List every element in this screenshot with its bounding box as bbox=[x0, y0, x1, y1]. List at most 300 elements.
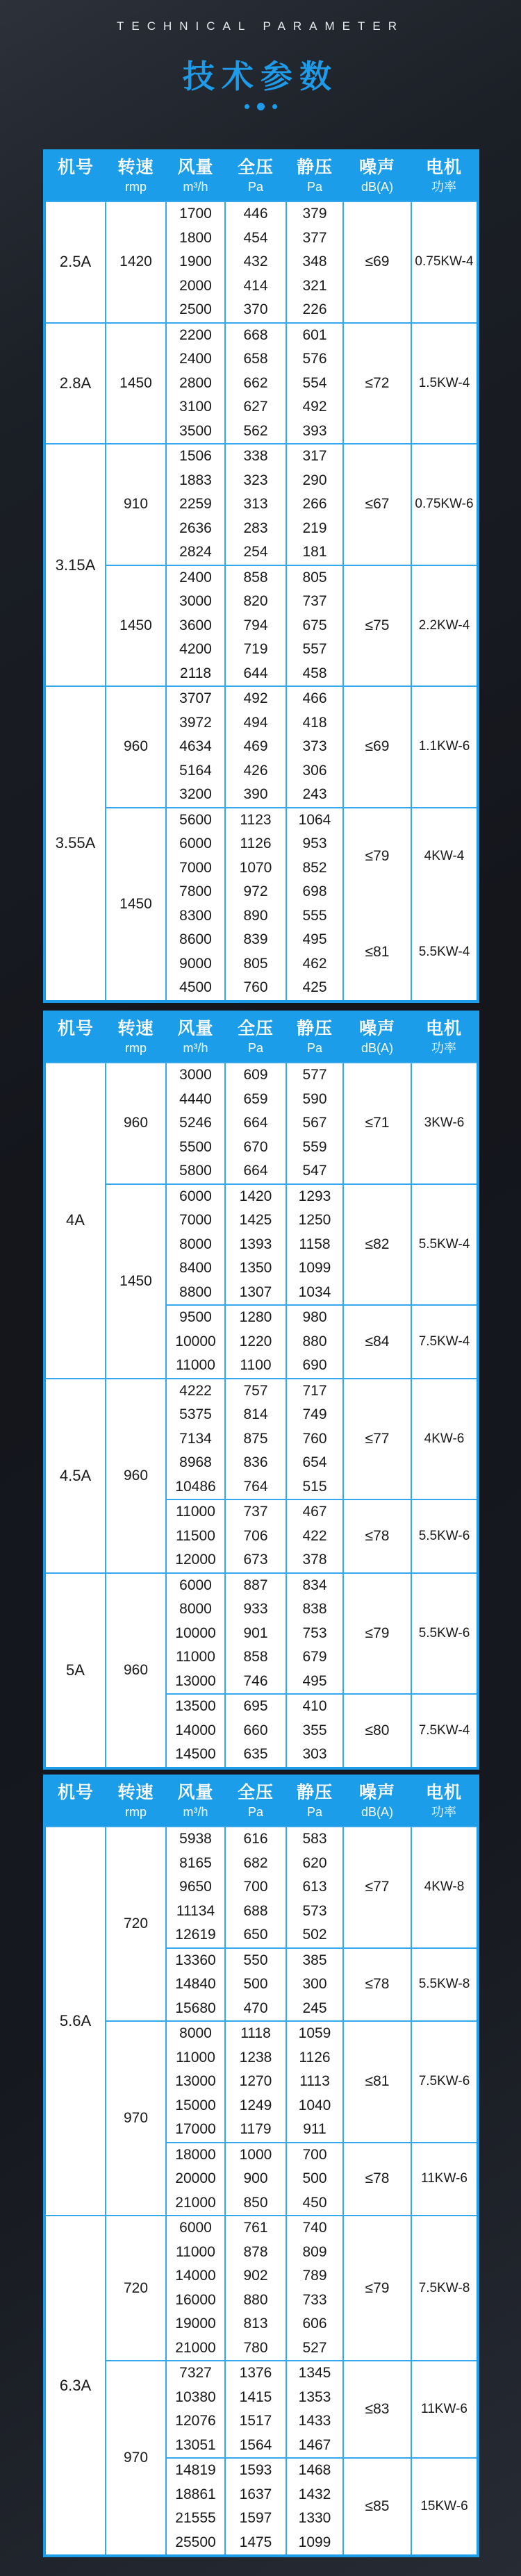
static-pressure-cell-value: 852 bbox=[302, 859, 327, 876]
static-pressure-cell bbox=[286, 808, 343, 1002]
total-pressure-cell-value: 454 bbox=[243, 229, 268, 246]
column-header-unit: Pa bbox=[306, 180, 323, 194]
static-pressure-cell-value: 1034 bbox=[298, 1283, 331, 1300]
total-pressure-cell-value: 1415 bbox=[239, 2388, 272, 2405]
total-pressure-cell-value: 1307 bbox=[239, 1283, 272, 1300]
noise-cell: ≤79 bbox=[343, 2216, 411, 2361]
total-pressure-cell bbox=[225, 201, 286, 323]
flow-cell-value: 2000 bbox=[179, 277, 212, 294]
total-pressure-cell-value: 1425 bbox=[239, 1212, 272, 1228]
column-header bbox=[225, 1012, 286, 1063]
total-pressure-cell-value: 875 bbox=[243, 1430, 268, 1447]
total-pressure-cell-value: 609 bbox=[243, 1067, 268, 1083]
flow-cell-value: 18000 bbox=[175, 2146, 216, 2163]
static-pressure-cell bbox=[286, 1948, 343, 2022]
static-pressure-cell-value: 226 bbox=[302, 301, 327, 317]
total-pressure-cell-value: 737 bbox=[243, 1504, 268, 1520]
static-pressure-cell bbox=[286, 2021, 343, 2143]
flow-cell-value: 8000 bbox=[179, 1236, 212, 1252]
static-pressure-cell-value: 690 bbox=[302, 1357, 327, 1373]
noise-cell: ≤81 bbox=[343, 2021, 411, 2143]
static-pressure-cell-value: 717 bbox=[302, 1382, 327, 1399]
spec-row bbox=[44, 1063, 478, 1184]
static-pressure-cell-value: 805 bbox=[302, 569, 327, 585]
static-pressure-cell-value: 422 bbox=[302, 1527, 327, 1544]
static-pressure-cell-value: 1345 bbox=[298, 2365, 331, 2381]
total-pressure-cell-value: 644 bbox=[243, 665, 268, 681]
static-pressure-cell-value: 266 bbox=[302, 496, 327, 512]
column-header-label: 机号 bbox=[57, 1783, 94, 1802]
static-pressure-cell-value: 321 bbox=[302, 277, 327, 294]
flow-cell-value: 6000 bbox=[179, 836, 212, 851]
spec-row bbox=[44, 444, 478, 565]
total-pressure-cell-value: 635 bbox=[243, 1746, 268, 1762]
column-header bbox=[44, 151, 106, 201]
column-header bbox=[411, 151, 478, 201]
column-header bbox=[166, 1776, 225, 1827]
column-header-unit: Pa bbox=[247, 1041, 264, 1055]
flow-cell-value: 6000 bbox=[179, 1577, 212, 1593]
flow-cell-value: 8800 bbox=[179, 1283, 212, 1300]
column-header-unit: Pa bbox=[247, 180, 264, 194]
static-pressure-cell-value: 679 bbox=[302, 1649, 327, 1665]
total-pressure-cell-value: 820 bbox=[243, 593, 268, 609]
total-pressure-cell bbox=[225, 686, 286, 808]
static-pressure-cell-value: 1468 bbox=[298, 2462, 331, 2478]
model-cell: 6.3A bbox=[44, 2216, 106, 2556]
flow-cell-value: 18861 bbox=[175, 2486, 216, 2502]
column-header bbox=[166, 151, 225, 201]
total-pressure-cell-value: 1393 bbox=[239, 1236, 272, 1252]
flow-cell bbox=[166, 1184, 225, 1306]
column-header-label: 风量 bbox=[177, 1019, 214, 1038]
power-cell: 3KW-6 bbox=[411, 1063, 478, 1184]
noise-cell: ≤69 bbox=[343, 686, 411, 808]
total-pressure-cell-value: 706 bbox=[243, 1527, 268, 1544]
total-pressure-cell bbox=[225, 1305, 286, 1379]
flow-cell bbox=[166, 686, 225, 808]
flow-cell-value: 7134 bbox=[179, 1430, 212, 1447]
total-pressure-cell bbox=[225, 1379, 286, 1500]
total-pressure-cell-value: 858 bbox=[243, 1649, 268, 1665]
flow-cell-value: 1900 bbox=[179, 254, 212, 269]
column-header bbox=[343, 151, 411, 201]
total-pressure-cell bbox=[225, 2143, 286, 2216]
total-pressure-cell bbox=[225, 808, 286, 1002]
total-pressure-cell-value: 469 bbox=[243, 738, 268, 754]
speed-cell: 720 bbox=[106, 2216, 166, 2361]
flow-cell-value: 3000 bbox=[179, 1067, 212, 1083]
power-cell: 7.5KW-8 bbox=[411, 2216, 478, 2361]
total-pressure-cell bbox=[225, 2021, 286, 2143]
spec-row bbox=[44, 1184, 478, 1306]
static-pressure-cell bbox=[286, 2361, 343, 2458]
column-header-unit: m³/h bbox=[183, 1805, 208, 1819]
flow-cell-value: 15680 bbox=[175, 2000, 216, 2016]
flow-cell-value: 14819 bbox=[175, 2462, 216, 2478]
flow-cell bbox=[166, 1948, 225, 2022]
total-pressure-cell-value: 1238 bbox=[239, 2049, 272, 2066]
total-pressure-cell-value: 900 bbox=[243, 2170, 268, 2186]
static-pressure-cell-value: 466 bbox=[302, 690, 327, 706]
flow-cell-value: 6000 bbox=[179, 2220, 212, 2236]
column-header-unit: 功率 bbox=[431, 1041, 456, 1055]
total-pressure-cell bbox=[225, 1948, 286, 2022]
static-pressure-cell-value: 557 bbox=[302, 641, 327, 657]
flow-cell-value: 10380 bbox=[175, 2388, 216, 2405]
static-pressure-cell-value: 1330 bbox=[298, 2510, 331, 2526]
total-pressure-cell-value: 682 bbox=[243, 1854, 268, 1871]
column-header-label: 静压 bbox=[296, 158, 333, 177]
total-pressure-cell-value: 700 bbox=[243, 1879, 268, 1895]
total-pressure-cell-value: 650 bbox=[243, 1927, 268, 1943]
spec-row bbox=[44, 1573, 478, 1695]
noise-cell: ≤77 bbox=[343, 1827, 411, 1948]
static-pressure-cell-value: 300 bbox=[302, 1976, 327, 1992]
spec-table-1 bbox=[43, 149, 479, 1003]
flow-cell-value: 5938 bbox=[179, 1831, 212, 1847]
flow-cell-value: 12076 bbox=[175, 2413, 216, 2429]
column-header-label: 噪声 bbox=[358, 1783, 395, 1802]
column-header-unit: m³/h bbox=[183, 180, 208, 194]
flow-cell-value: 4200 bbox=[179, 641, 212, 657]
total-pressure-cell bbox=[225, 323, 286, 444]
page-subtitle: TECHNICAL PARAMETER bbox=[117, 19, 404, 33]
total-pressure-cell-value: 664 bbox=[243, 1163, 268, 1179]
flow-cell-value: 11134 bbox=[176, 1902, 215, 1919]
static-pressure-cell-value: 733 bbox=[302, 2291, 327, 2308]
total-pressure-cell-value: 1637 bbox=[239, 2486, 272, 2502]
flow-cell-value: 9000 bbox=[179, 955, 212, 972]
dot-icon bbox=[272, 104, 277, 109]
flow-cell-value: 10000 bbox=[175, 1624, 216, 1641]
total-pressure-cell-value: 1350 bbox=[239, 1260, 272, 1276]
total-pressure-cell-value: 1420 bbox=[239, 1188, 272, 1204]
static-pressure-cell bbox=[286, 686, 343, 808]
flow-cell-value: 3000 bbox=[179, 593, 212, 609]
noise-cell: ≤78 bbox=[343, 1948, 411, 2022]
static-pressure-cell bbox=[286, 1694, 343, 1768]
power-cell: 7.5KW-6 bbox=[411, 2021, 478, 2143]
flow-cell-value: 5600 bbox=[179, 811, 212, 828]
flow-cell-value: 2636 bbox=[179, 520, 212, 536]
flow-cell bbox=[166, 808, 225, 1002]
column-header-unit: dB(A) bbox=[361, 180, 393, 194]
speed-cell: 1420 bbox=[106, 201, 166, 323]
column-header-unit: 功率 bbox=[431, 1805, 456, 1819]
header-row bbox=[44, 151, 478, 201]
flow-cell-value: 5375 bbox=[179, 1406, 212, 1422]
model-cell: 4.5A bbox=[44, 1379, 106, 1573]
speed-cell: 720 bbox=[106, 1827, 166, 2021]
total-pressure-cell-value: 616 bbox=[243, 1831, 268, 1847]
static-pressure-cell-value: 500 bbox=[302, 2170, 327, 2186]
noise-cell: ≤80 bbox=[343, 1694, 411, 1768]
flow-cell-value: 9650 bbox=[179, 1879, 212, 1895]
static-pressure-cell bbox=[286, 1499, 343, 1573]
column-header bbox=[286, 151, 343, 201]
total-pressure-cell-value: 1597 bbox=[239, 2510, 272, 2526]
total-pressure-cell-value: 887 bbox=[243, 1577, 268, 1593]
speed-cell: 970 bbox=[106, 2021, 166, 2216]
flow-cell-value: 5800 bbox=[179, 1163, 212, 1179]
static-pressure-cell-value: 462 bbox=[302, 955, 327, 972]
total-pressure-cell-value: 813 bbox=[243, 2316, 268, 2332]
total-pressure-cell-value: 972 bbox=[243, 883, 268, 899]
speed-cell: 970 bbox=[106, 2361, 166, 2556]
flow-cell-value: 2259 bbox=[179, 496, 212, 512]
flow-cell-value: 1883 bbox=[179, 472, 212, 488]
flow-cell-value: 4440 bbox=[179, 1090, 212, 1107]
total-pressure-cell-value: 658 bbox=[243, 351, 268, 367]
static-pressure-cell-value: 245 bbox=[302, 2000, 327, 2016]
flow-cell bbox=[166, 565, 225, 687]
spec-row bbox=[44, 808, 478, 1002]
static-pressure-cell-value: 760 bbox=[302, 1430, 327, 1447]
static-pressure-cell-value: 378 bbox=[302, 1552, 327, 1568]
noise-cell: ≤85 bbox=[343, 2458, 411, 2556]
flow-cell-value: 13051 bbox=[175, 2436, 216, 2453]
flow-cell-value: 2400 bbox=[179, 569, 212, 585]
model-cell: 5.6A bbox=[44, 1827, 106, 2216]
power-cell-segment: 4KW-4 bbox=[424, 848, 465, 863]
flow-cell bbox=[166, 1573, 225, 1695]
speed-cell: 960 bbox=[106, 1573, 166, 1768]
total-pressure-cell-value: 1564 bbox=[239, 2436, 272, 2453]
static-pressure-cell-value: 880 bbox=[302, 1333, 327, 1349]
total-pressure-cell-value: 890 bbox=[243, 907, 268, 924]
flow-cell-value: 11000 bbox=[176, 1357, 215, 1373]
model-cell: 4A bbox=[44, 1063, 106, 1379]
total-pressure-cell bbox=[225, 1827, 286, 1948]
total-pressure-cell-value: 1126 bbox=[240, 836, 272, 851]
static-pressure-cell-value: 555 bbox=[302, 907, 327, 924]
flow-cell-value: 21000 bbox=[175, 2194, 216, 2211]
spec-row bbox=[44, 1827, 478, 1948]
flow-cell-value: 8600 bbox=[179, 931, 212, 947]
total-pressure-cell-value: 805 bbox=[243, 955, 268, 972]
spec-row bbox=[44, 201, 478, 323]
static-pressure-cell-value: 583 bbox=[302, 1831, 327, 1847]
total-pressure-cell-value: 670 bbox=[243, 1138, 268, 1155]
total-pressure-cell-value: 370 bbox=[243, 301, 268, 317]
noise-cell bbox=[343, 808, 411, 1002]
flow-cell-value: 3707 bbox=[179, 690, 212, 706]
flow-cell-value: 5246 bbox=[179, 1115, 212, 1131]
spec-row bbox=[44, 1379, 478, 1500]
spec-row bbox=[44, 323, 478, 444]
column-header-label: 风量 bbox=[177, 1783, 214, 1802]
noise-cell: ≤82 bbox=[343, 1184, 411, 1306]
column-header-label: 全压 bbox=[237, 1019, 274, 1038]
column-header-label: 风量 bbox=[177, 158, 214, 177]
static-pressure-cell-value: 554 bbox=[302, 374, 327, 391]
static-pressure-cell bbox=[286, 1827, 343, 1948]
static-pressure-cell bbox=[286, 323, 343, 444]
static-pressure-cell-value: 1432 bbox=[298, 2486, 331, 2502]
speed-cell: 1450 bbox=[106, 1184, 166, 1379]
flow-cell-value: 15000 bbox=[175, 2097, 216, 2113]
flow-cell-value: 8165 bbox=[179, 1854, 212, 1871]
static-pressure-cell-value: 1467 bbox=[298, 2436, 331, 2453]
column-header-label: 电机 bbox=[425, 158, 462, 177]
column-header bbox=[411, 1012, 478, 1063]
flow-cell-value: 20000 bbox=[175, 2170, 216, 2186]
power-cell: 1.5KW-4 bbox=[411, 323, 478, 444]
static-pressure-cell-value: 576 bbox=[302, 351, 327, 367]
flow-cell-value: 1800 bbox=[179, 229, 212, 246]
column-header bbox=[106, 1012, 166, 1063]
total-pressure-cell-value: 414 bbox=[243, 277, 268, 294]
total-pressure-cell-value: 850 bbox=[243, 2194, 268, 2211]
total-pressure-cell-value: 500 bbox=[243, 1976, 268, 1992]
static-pressure-cell-value: 467 bbox=[302, 1504, 327, 1520]
flow-cell bbox=[166, 1063, 225, 1184]
static-pressure-cell-value: 1064 bbox=[298, 811, 331, 828]
total-pressure-cell-value: 1517 bbox=[239, 2413, 272, 2429]
column-header bbox=[343, 1012, 411, 1063]
flow-cell-value: 8300 bbox=[179, 907, 212, 924]
power-cell: 5.5KW-6 bbox=[411, 1499, 478, 1573]
flow-cell-value: 4634 bbox=[179, 738, 212, 754]
total-pressure-cell-value: 562 bbox=[243, 422, 268, 439]
flow-cell-value: 3600 bbox=[179, 617, 212, 633]
flow-cell-value: 4222 bbox=[179, 1382, 212, 1399]
noise-cell-segments bbox=[344, 808, 411, 1000]
total-pressure-cell-value: 901 bbox=[243, 1624, 268, 1641]
flow-cell bbox=[166, 201, 225, 323]
flow-cell bbox=[166, 1827, 225, 1948]
static-pressure-cell-value: 385 bbox=[302, 1952, 327, 1968]
total-pressure-cell-value: 880 bbox=[243, 2291, 268, 2308]
flow-cell-value: 11500 bbox=[176, 1527, 215, 1544]
column-header-label: 噪声 bbox=[358, 158, 395, 177]
static-pressure-cell bbox=[286, 1305, 343, 1379]
static-pressure-cell-value: 527 bbox=[302, 2339, 327, 2356]
total-pressure-cell-value: 933 bbox=[243, 1601, 268, 1617]
static-pressure-cell-value: 1158 bbox=[299, 1236, 331, 1252]
static-pressure-cell-value: 458 bbox=[302, 665, 327, 681]
static-pressure-cell-value: 450 bbox=[302, 2194, 327, 2211]
column-header-label: 静压 bbox=[296, 1019, 333, 1038]
flow-cell-value: 10486 bbox=[175, 1478, 216, 1495]
static-pressure-cell-value: 1099 bbox=[298, 2534, 331, 2550]
flow-cell-value: 13360 bbox=[175, 1952, 216, 1968]
column-header bbox=[106, 151, 166, 201]
total-pressure-cell-value: 836 bbox=[243, 1454, 268, 1470]
flow-cell-value: 6000 bbox=[179, 1188, 212, 1204]
static-pressure-cell bbox=[286, 1184, 343, 1306]
flow-cell bbox=[166, 1305, 225, 1379]
static-pressure-cell-value: 601 bbox=[302, 326, 327, 343]
flow-cell-value: 16000 bbox=[175, 2291, 216, 2308]
total-pressure-cell-value: 760 bbox=[243, 979, 268, 995]
model-cell: 2.5A bbox=[44, 201, 106, 323]
total-pressure-cell-value: 492 bbox=[243, 690, 268, 706]
noise-cell: ≤78 bbox=[343, 2143, 411, 2216]
static-pressure-cell-value: 838 bbox=[302, 1601, 327, 1617]
static-pressure-cell-value: 355 bbox=[302, 1722, 327, 1738]
power-cell: 11KW-6 bbox=[411, 2361, 478, 2458]
static-pressure-cell-value: 502 bbox=[302, 1927, 327, 1943]
flow-cell-value: 8000 bbox=[179, 2025, 212, 2041]
static-pressure-cell-value: 348 bbox=[302, 254, 327, 269]
total-pressure-cell bbox=[225, 2361, 286, 2458]
flow-cell-value: 12000 bbox=[175, 1552, 216, 1568]
flow-cell-value: 7000 bbox=[179, 1212, 212, 1228]
speed-cell: 1450 bbox=[106, 565, 166, 687]
total-pressure-cell-value: 1593 bbox=[239, 2462, 272, 2478]
static-pressure-cell-value: 219 bbox=[302, 520, 327, 536]
static-pressure-cell-value: 573 bbox=[302, 1902, 327, 1919]
flow-cell bbox=[166, 323, 225, 444]
power-cell: 7.5KW-4 bbox=[411, 1694, 478, 1768]
static-pressure-cell-value: 317 bbox=[302, 448, 327, 464]
column-header-unit: m³/h bbox=[183, 1041, 208, 1055]
power-cell: 15KW-6 bbox=[411, 2458, 478, 2556]
power-cell: 5.5KW-6 bbox=[411, 1573, 478, 1695]
static-pressure-cell-value: 303 bbox=[302, 1746, 327, 1762]
static-pressure-cell-value: 515 bbox=[302, 1478, 327, 1495]
total-pressure-cell-value: 470 bbox=[243, 2000, 268, 2016]
flow-cell bbox=[166, 2361, 225, 2458]
flow-cell-value: 3500 bbox=[179, 422, 212, 439]
static-pressure-cell-value: 834 bbox=[302, 1577, 327, 1593]
static-pressure-cell-value: 379 bbox=[302, 206, 327, 222]
static-pressure-cell-value: 559 bbox=[302, 1138, 327, 1155]
column-header-unit: dB(A) bbox=[361, 1041, 393, 1055]
noise-cell-segment: ≤79 bbox=[365, 847, 390, 864]
total-pressure-cell-value: 764 bbox=[243, 1478, 268, 1495]
power-cell-segments bbox=[412, 808, 477, 1000]
flow-cell-value: 1506 bbox=[179, 448, 212, 464]
static-pressure-cell-value: 377 bbox=[302, 229, 327, 246]
column-header-label: 转速 bbox=[117, 1783, 154, 1802]
flow-cell-value: 3100 bbox=[179, 399, 212, 415]
column-header-label: 转速 bbox=[117, 1019, 154, 1038]
spec-row bbox=[44, 2021, 478, 2143]
column-header bbox=[343, 1776, 411, 1827]
static-pressure-cell bbox=[286, 444, 343, 565]
total-pressure-cell-value: 858 bbox=[243, 569, 268, 585]
power-cell bbox=[411, 808, 478, 1002]
total-pressure-cell-value: 1070 bbox=[239, 859, 272, 876]
total-pressure-cell bbox=[225, 565, 286, 687]
noise-cell: ≤84 bbox=[343, 1305, 411, 1379]
flow-cell-value: 8968 bbox=[179, 1454, 212, 1470]
column-header bbox=[286, 1776, 343, 1827]
static-pressure-cell-value: 1293 bbox=[298, 1188, 331, 1204]
flow-cell-value: 11000 bbox=[176, 1649, 215, 1665]
static-pressure-cell-value: 613 bbox=[302, 1879, 327, 1895]
total-pressure-cell-value: 1000 bbox=[239, 2146, 272, 2163]
total-pressure-cell-value: 1179 bbox=[240, 2121, 272, 2137]
total-pressure-cell-value: 283 bbox=[243, 520, 268, 536]
flow-cell-value: 14000 bbox=[175, 1722, 216, 1738]
total-pressure-cell-value: 794 bbox=[243, 617, 268, 633]
static-pressure-cell-value: 737 bbox=[302, 593, 327, 609]
flow-cell-value: 2500 bbox=[179, 301, 212, 317]
flow-cell-value: 3972 bbox=[179, 714, 212, 731]
static-pressure-cell-value: 753 bbox=[302, 1624, 327, 1641]
static-pressure-cell-value: 495 bbox=[302, 931, 327, 947]
model-cell: 3.15A bbox=[44, 444, 106, 686]
flow-cell-value: 12619 bbox=[175, 1927, 216, 1943]
total-pressure-cell-value: 719 bbox=[243, 641, 268, 657]
total-pressure-cell-value: 662 bbox=[243, 374, 268, 391]
total-pressure-cell-value: 1123 bbox=[240, 811, 272, 828]
flow-cell-value: 9500 bbox=[179, 1309, 212, 1325]
